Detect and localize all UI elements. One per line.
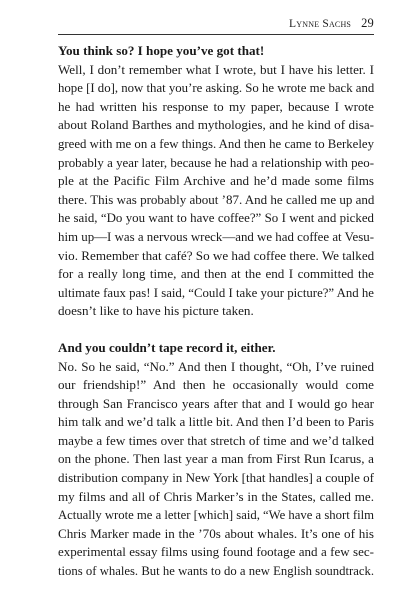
text-line: You think so? I hope you’ve got that! bbox=[58, 43, 265, 58]
text-line: him talk and we’d talk a little bit. And then I’d been to Paris bbox=[58, 414, 374, 430]
text-line: vio. Remember that café? So we had coffee there. We talked bbox=[58, 247, 375, 263]
text-line: experimental essay films using found footage and a few sec- bbox=[58, 544, 374, 560]
text-line: on the phone. Then last year a man from First Run Icarus, a bbox=[58, 451, 374, 467]
text-line: No. So he said, “No.” And then I thought, “Oh, I’ve ruined bbox=[58, 358, 374, 374]
text-line: And you couldn’t tape record it, either. bbox=[58, 339, 276, 355]
text-line: Chris Marker made in the ’70s about whales. It’s one of his bbox=[58, 525, 374, 541]
text-line: him up—I was a nervous wreck—and we had coffee at Vesu- bbox=[58, 229, 374, 244]
text-line: maybe a few times over that stretch of time and we’d talked bbox=[58, 432, 374, 448]
header-rule bbox=[58, 34, 374, 35]
text-line: Well, I don’t remember what I wrote, but I have his letter. I bbox=[58, 61, 374, 77]
text-line: tions of whales. But he wants to do a new English soundtrack. bbox=[58, 564, 374, 579]
text-line: my films and all of Chris Marker’s in the States, called me. bbox=[58, 488, 374, 504]
answer-block bbox=[58, 61, 374, 321]
running-head bbox=[58, 16, 374, 31]
question-block bbox=[58, 42, 374, 61]
text-line: hope [I do], now that you’re asking. So he wrote me back and bbox=[58, 81, 375, 96]
text-line: our friendship!” And then he occasionally would come bbox=[58, 377, 374, 393]
interview-text bbox=[58, 42, 374, 581]
paragraph-gap bbox=[58, 321, 374, 339]
answer-block bbox=[58, 358, 374, 581]
text-line: for a really long time, and then at the end I committed the bbox=[58, 266, 374, 282]
text-line: greed with me on a few things. And then he came to Berkeley bbox=[58, 136, 374, 151]
text-line: ultimate faux pas! I said, “Could I take your picture?” And he bbox=[58, 285, 374, 300]
text-line: there. This was probably about ’87. And he called me up and bbox=[58, 191, 375, 207]
page-number: 29 bbox=[361, 16, 374, 30]
text-line: doesn’t like to have his picture taken. bbox=[58, 303, 254, 319]
text-line: Actually wrote me a letter [which] said, “We have a short film bbox=[58, 508, 375, 523]
text-line: about Roland Barthes and mythologies, and he kind of disa- bbox=[58, 117, 374, 133]
text-line: distribution company in New York [that handles] a couple of bbox=[58, 470, 374, 486]
text-line: ple at the Pacific Film Archive and he’d made some films bbox=[58, 173, 374, 189]
text-line: he said, “Do you want to have coffee?” So I went and picked bbox=[58, 211, 374, 226]
running-head-author: Lynne Sachs bbox=[289, 18, 352, 30]
text-line: through San Francisco years after that and I would go hear bbox=[58, 395, 374, 411]
text-line: probably a year later, because he had a relationship with peo- bbox=[58, 155, 374, 170]
question-block bbox=[58, 339, 374, 358]
text-line: he had written his response to my paper, because I wrote bbox=[58, 98, 374, 114]
